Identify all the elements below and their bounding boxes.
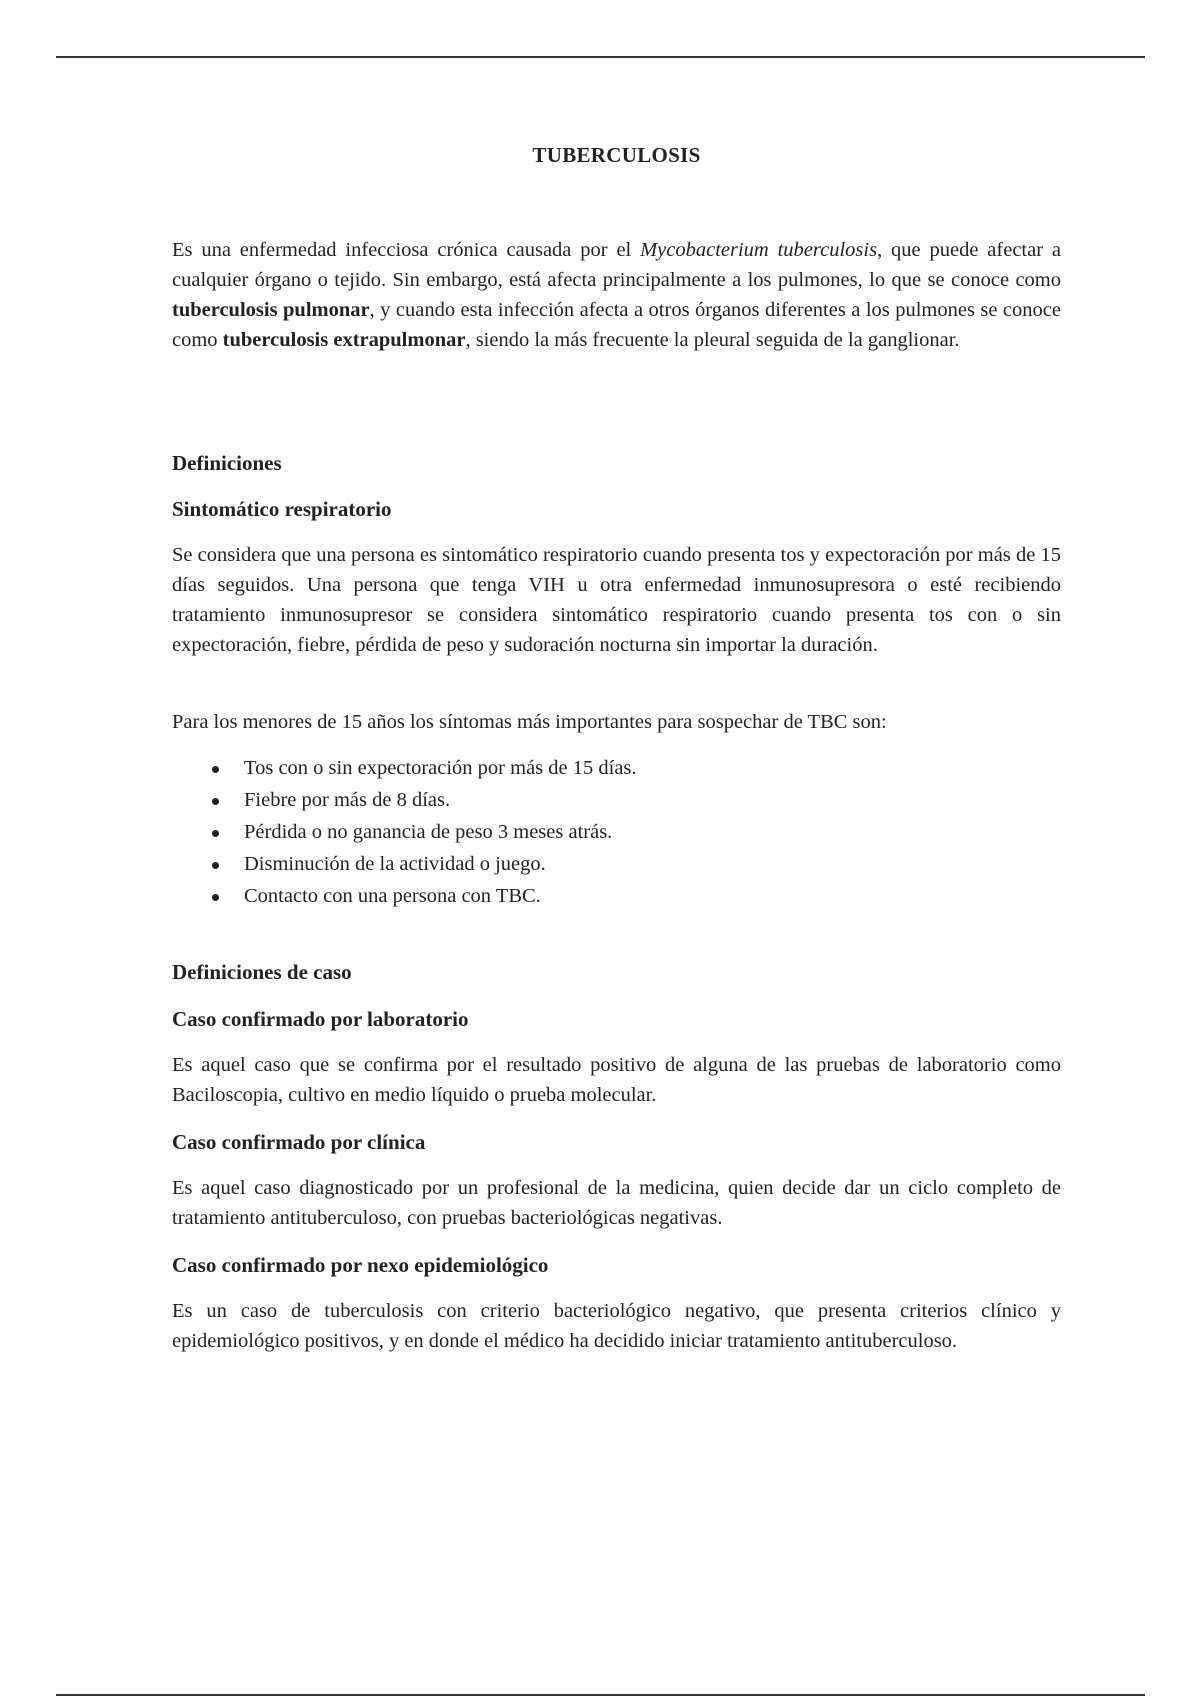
term-pulmonar: tuberculosis pulmonar bbox=[172, 299, 370, 321]
nexo-paragraph: Es un caso de tuberculosis con criterio bacteriológico negativo, que presenta criterios clínico y epidemiológico positivos, y en donde el médico ha decidido iniciar tratamiento antituberculoso. bbox=[172, 1300, 1061, 1352]
subheading-nexo: Caso confirmado por nexo epidemiológico bbox=[172, 1253, 549, 1277]
intro-paragraph bbox=[172, 235, 1061, 355]
list-item bbox=[172, 816, 637, 848]
bullet-icon bbox=[212, 798, 219, 805]
header-rule bbox=[56, 56, 1145, 58]
document-title: TUBERCULOSIS bbox=[532, 143, 701, 167]
children-intro: Para los menores de 15 años los síntomas más importantes para sospechar de TBC son: bbox=[172, 711, 887, 733]
symptom-text: Disminución de la actividad o juego. bbox=[244, 853, 546, 875]
list-item bbox=[172, 880, 637, 912]
footer-rule bbox=[56, 1694, 1145, 1696]
intro-text-4: , siendo la más frecuente la pleural seguida de la ganglionar. bbox=[465, 329, 960, 351]
term-extrapulmonar: tuberculosis extrapulmonar bbox=[222, 329, 466, 351]
intro-text-3: , y cuando esta infección afecta a otros órganos diferentes a los pulmones se conoce como bbox=[172, 299, 1061, 351]
clinica-paragraph: Es aquel caso diagnosticado por un profesional de la medicina, quien decide dar un ciclo completo de tratamiento antituberculoso, con pruebas bacteriológicas negativas. bbox=[172, 1177, 1061, 1229]
sintomatico-paragraph: Se considera que una persona es sintomático respiratorio cuando presenta tos y expectoración por más de 15 días seguidos. Una persona que tenga VIH u otra enfermedad inmunosupresora o esté recibiendo tratamiento inmunosupresor se considera sintomático respiratorio cuando presenta tos con o sin expectoración, fiebre, pérdida de peso y sudoración nocturna sin importar la duración. bbox=[172, 544, 1061, 656]
list-item bbox=[172, 784, 637, 816]
symptom-text: Tos con o sin expectoración por más de 15 días. bbox=[244, 757, 637, 779]
laboratorio-paragraph: Es aquel caso que se confirma por el resultado positivo de alguna de las pruebas de laboratorio como Baciloscopia, cultivo en medio líquido o prueba molecular. bbox=[172, 1054, 1061, 1106]
intro-text-2: , que puede afectar a cualquier órgano o tejido. Sin embargo, está afecta principalmente a los pulmones, lo que se conoce como bbox=[172, 239, 1062, 291]
subheading-clinica: Caso confirmado por clínica bbox=[172, 1130, 426, 1154]
bullet-icon bbox=[212, 894, 219, 901]
intro-text-1: Es una enfermedad infecciosa crónica causada por el bbox=[172, 239, 641, 261]
symptom-list bbox=[172, 752, 637, 912]
bullet-icon bbox=[212, 862, 219, 869]
list-item bbox=[172, 848, 637, 880]
symptom-text: Contacto con una persona con TBC. bbox=[244, 885, 541, 907]
section-heading-definiciones: Definiciones bbox=[172, 451, 282, 475]
symptom-text: Pérdida o no ganancia de peso 3 meses atrás. bbox=[244, 821, 613, 843]
subheading-sintomatico: Sintomático respiratorio bbox=[172, 497, 392, 521]
symptom-text: Fiebre por más de 8 días. bbox=[244, 789, 451, 811]
organism-name: Mycobacterium tuberculosis bbox=[640, 239, 878, 261]
subheading-laboratorio: Caso confirmado por laboratorio bbox=[172, 1007, 469, 1031]
bullet-icon bbox=[212, 830, 219, 837]
section-heading-casos: Definiciones de caso bbox=[172, 960, 352, 984]
list-item bbox=[172, 752, 637, 784]
bullet-icon bbox=[212, 766, 219, 773]
